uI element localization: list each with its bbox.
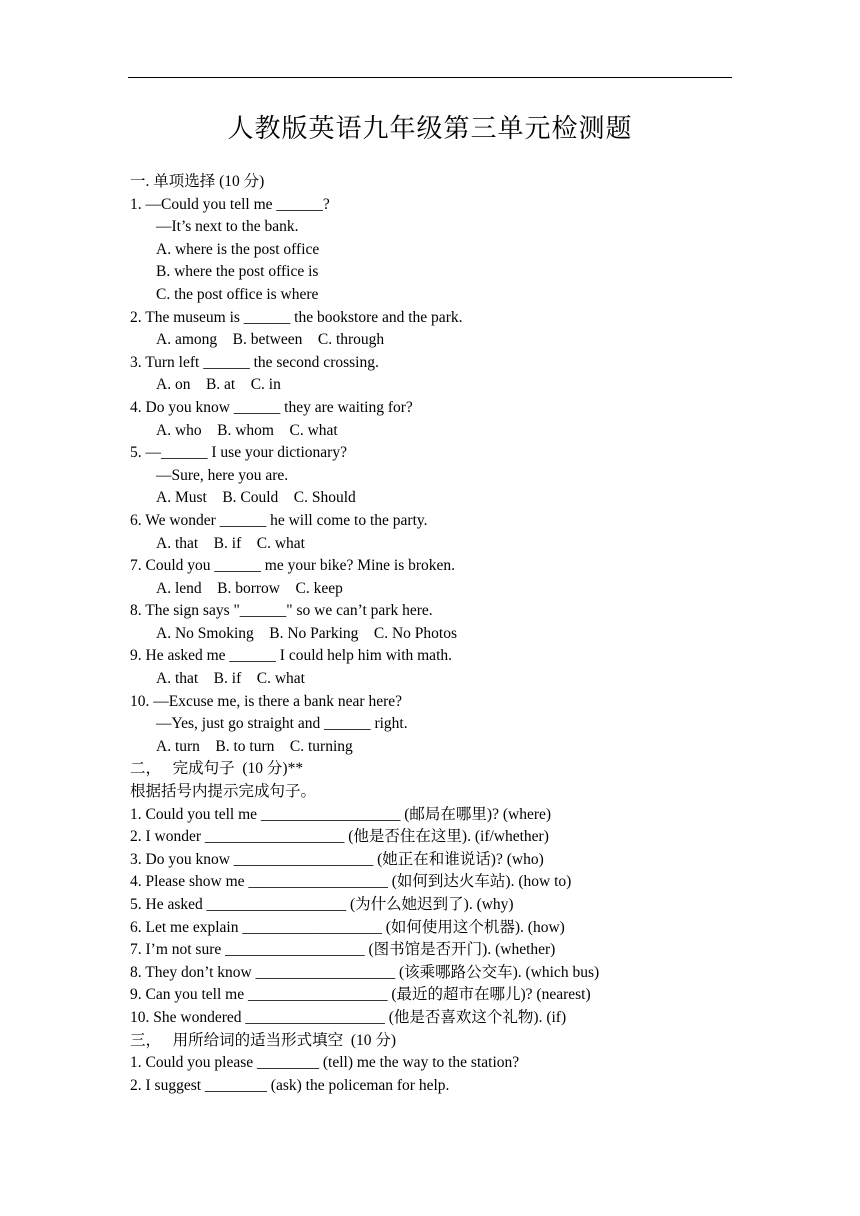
question-option-line: C. the post office is where <box>156 285 319 303</box>
section2-items <box>130 804 770 1030</box>
question-option-line: B. where the post office is <box>156 263 319 281</box>
question-option-line: A. where is the post office <box>156 240 320 258</box>
question-option-line: A. that B. if C. what <box>156 534 305 552</box>
question-stem: 2. The museum is ______ the bookstore and the park. <box>130 308 463 326</box>
sentence-item: 5. He asked __________________ (为什么她迟到了). (why) <box>130 896 514 913</box>
question-stem: 6. We wonder ______ he will come to the party. <box>130 511 428 529</box>
sentence-item: 2. I wonder __________________ (他是否住在这里). (if/whether) <box>130 828 549 846</box>
question-option-line: —Yes, just go straight and ______ right. <box>156 715 408 733</box>
question-option-line: A. who B. whom C. what <box>156 421 338 439</box>
section3-items <box>130 1052 770 1097</box>
sentence-item: 10. She wondered __________________ (他是否喜欢这个礼物). (if) <box>130 1008 567 1026</box>
question-option-line: A. turn B. to turn C. turning <box>156 737 353 755</box>
sentence-item: 6. Let me explain __________________ (如何使用这个机器). (how) <box>130 918 565 936</box>
page-title: 人教版英语九年级第三单元检测题 <box>227 114 633 143</box>
question-option-line: A. Must B. Could C. Should <box>156 489 356 507</box>
section3-heading: 三， 用所给词的适当形式填空 (10 分) <box>130 1031 397 1049</box>
sentence-item: 9. Can you tell me __________________ (最近的超市在哪儿)? (nearest) <box>130 986 591 1004</box>
question-option-line: A. among B. between C. through <box>156 331 385 349</box>
question-stem: 9. He asked me ______ I could help him with math. <box>130 647 452 665</box>
sentence-item: 4. Please show me __________________ (如何到达火车站). (how to) <box>130 873 572 891</box>
fill-item: 2. I suggest ________ (ask) the policeman for help. <box>130 1076 450 1094</box>
question-stem: 4. Do you know ______ they are waiting for? <box>130 398 413 416</box>
question-option-line: A. that B. if C. what <box>156 670 305 688</box>
question-stem: 5. —______ I use your dictionary? <box>130 444 347 462</box>
question-stem: 1. —Could you tell me ______? <box>130 195 330 213</box>
section1-heading: 一. 单项选择 (10 分) <box>130 173 265 190</box>
question-option-line: A. on B. at C. in <box>156 376 281 394</box>
question-stem: 7. Could you ______ me your bike? Mine is broken. <box>130 557 456 575</box>
section1-questions <box>130 194 770 759</box>
header-rule <box>128 77 732 78</box>
question-option-line: —Sure, here you are. <box>156 466 289 484</box>
sentence-item: 8. They don’t know __________________ (该乘哪路公交车). (which bus) <box>130 963 600 981</box>
exam-content <box>130 171 770 1097</box>
section2-heading: 二， 完成句子 (10 分)** <box>130 760 304 778</box>
question-option-line: A. No Smoking B. No Parking C. No Photos <box>156 624 457 642</box>
question-option-line: A. lend B. borrow C. keep <box>156 579 343 597</box>
sentence-item: 7. I’m not sure __________________ (图书馆是否开门). (whether) <box>130 941 556 959</box>
section2-instruction: 根据括号内提示完成句子。 <box>130 783 317 801</box>
fill-item: 1. Could you please ________ (tell) me the way to the station? <box>130 1054 520 1072</box>
question-stem: 3. Turn left ______ the second crossing. <box>130 353 379 371</box>
sentence-item: 1. Could you tell me __________________ (邮局在哪里)? (where) <box>130 805 552 823</box>
question-stem: 8. The sign says "______" so we can’t park here. <box>130 602 433 620</box>
question-option-line: —It’s next to the bank. <box>156 218 299 236</box>
question-stem: 10. —Excuse me, is there a bank near here? <box>130 692 402 710</box>
sentence-item: 3. Do you know __________________ (她正在和谁说话)? (who) <box>130 850 544 868</box>
